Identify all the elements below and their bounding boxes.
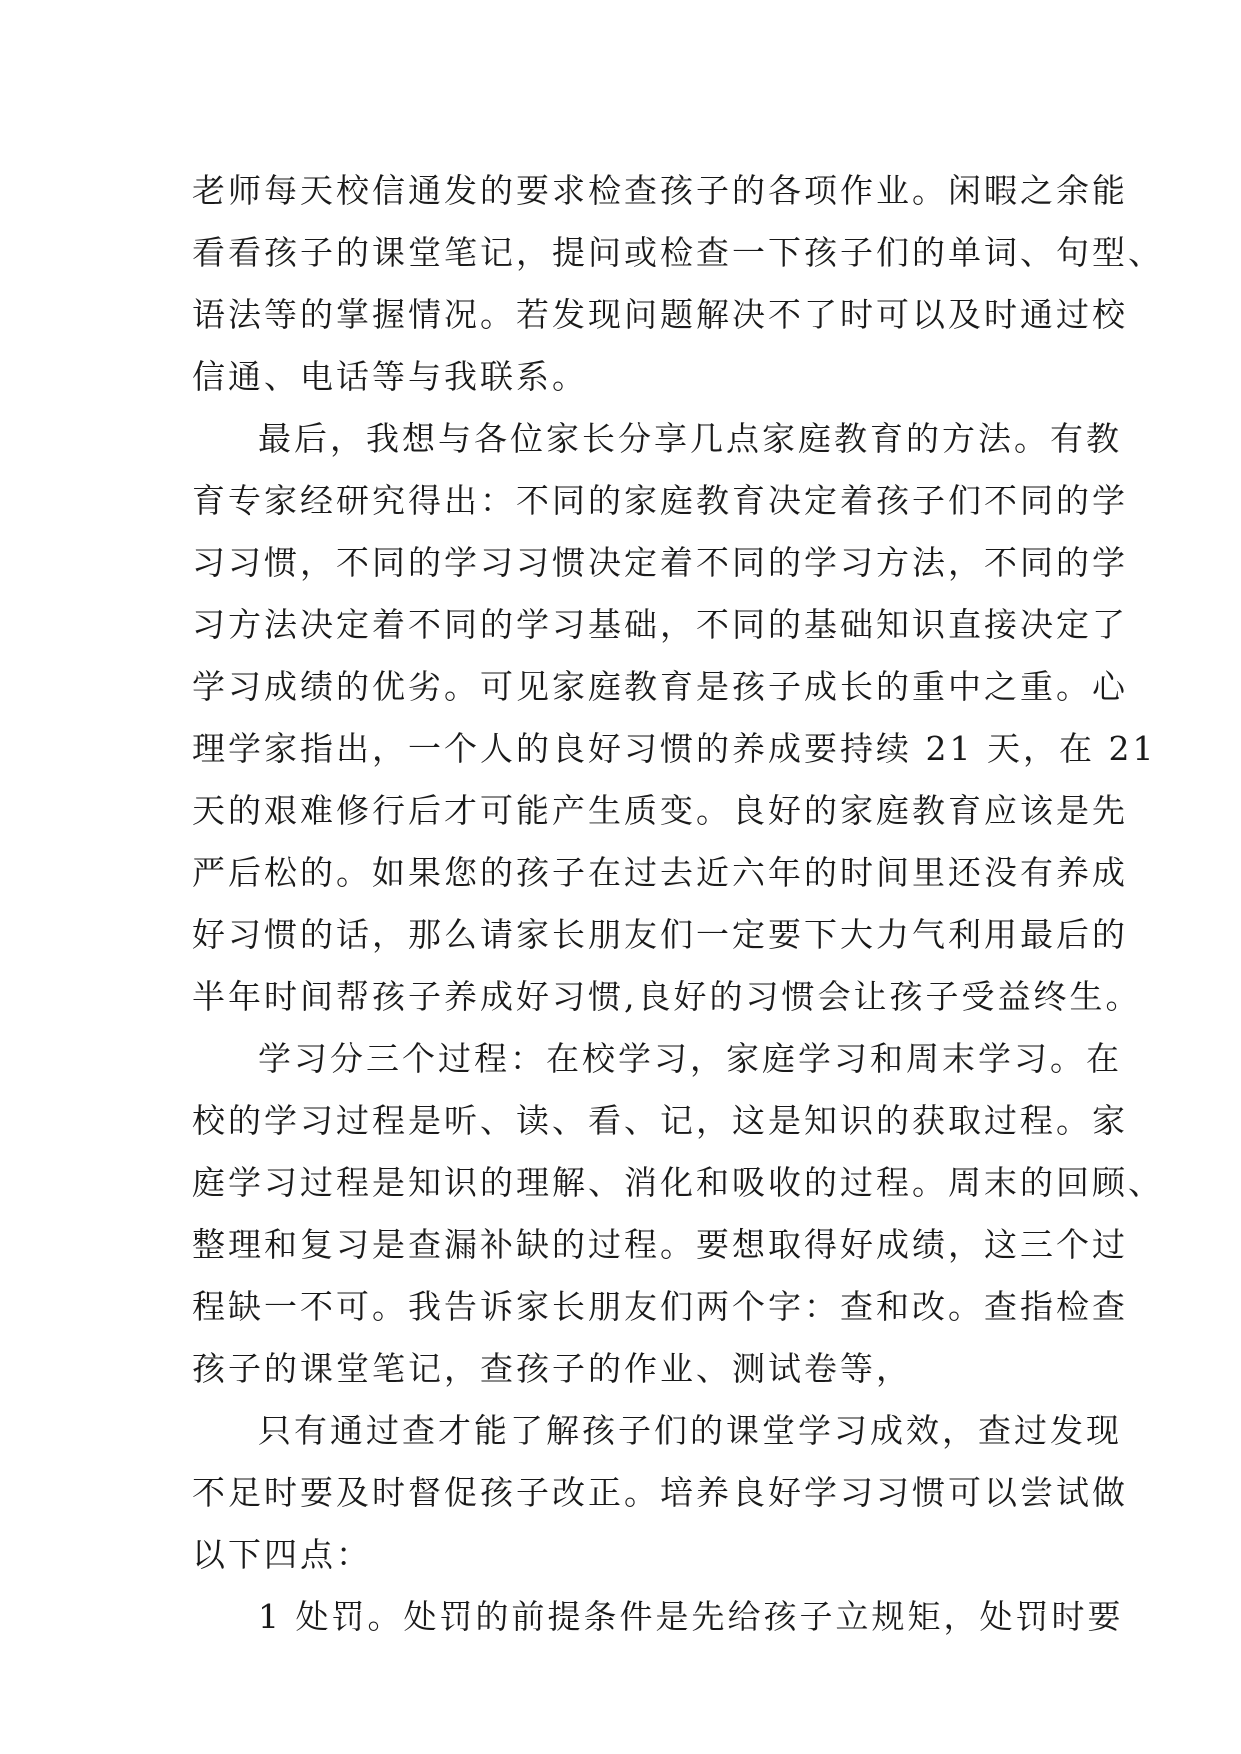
paragraph-1-line-4: 信通、电话等与我联系。 bbox=[192, 357, 588, 396]
document-body bbox=[192, 160, 1164, 1648]
paragraph-3-line-4: 整理和复习是查漏补缺的过程。要想取得好成绩，这三个过 bbox=[192, 1225, 1128, 1264]
paragraph-4-line-1: 只有通过查才能了解孩子们的课堂学习成效，查过发现 bbox=[258, 1411, 1122, 1450]
paragraph-2-line-1: 最后，我想与各位家长分享几点家庭教育的方法。有教 bbox=[258, 419, 1122, 458]
paragraph-2-line-10: 半年时间帮孩子养成好习惯,良好的习惯会让孩子受益终生。 bbox=[192, 977, 1142, 1016]
paragraph-2-line-9: 好习惯的话，那么请家长朋友们一定要下大力气利用最后的 bbox=[192, 915, 1128, 954]
paragraph-3-line-1: 学习分三个过程：在校学习，家庭学习和周末学习。在 bbox=[258, 1039, 1122, 1078]
paragraph-2-line-2: 育专家经研究得出：不同的家庭教育决定着孩子们不同的学 bbox=[192, 481, 1128, 520]
paragraph-3-line-2: 校的学习过程是听、读、看、记，这是知识的获取过程。家 bbox=[192, 1101, 1128, 1140]
paragraph-2-line-7: 天的艰难修行后才可能产生质变。良好的家庭教育应该是先 bbox=[192, 791, 1128, 830]
paragraph-3-line-3: 庭学习过程是知识的理解、消化和吸收的过程。周末的回顾、 bbox=[192, 1163, 1164, 1202]
paragraph-1-line-1: 老师每天校信通发的要求检查孩子的各项作业。闲暇之余能 bbox=[192, 171, 1128, 210]
paragraph-3-line-5: 程缺一不可。我告诉家长朋友们两个字：查和改。查指检查 bbox=[192, 1287, 1128, 1326]
paragraph-3-line-6: 孩子的课堂笔记，查孩子的作业、测试卷等， bbox=[192, 1349, 912, 1388]
paragraph-1-line-3: 语法等的掌握情况。若发现问题解决不了时可以及时通过校 bbox=[192, 295, 1128, 334]
paragraph-5-line-1: 1 处罚。处罚的前提条件是先给孩子立规矩，处罚时要 bbox=[258, 1597, 1124, 1636]
paragraph-2-line-4: 习方法决定着不同的学习基础，不同的基础知识直接决定了 bbox=[192, 605, 1128, 644]
paragraph-2-line-8: 严后松的。如果您的孩子在过去近六年的时间里还没有养成 bbox=[192, 853, 1128, 892]
paragraph-1-line-2: 看看孩子的课堂笔记，提问或检查一下孩子们的单词、句型、 bbox=[192, 233, 1164, 272]
paragraph-2-line-5: 学习成绩的优劣。可见家庭教育是孩子成长的重中之重。心 bbox=[192, 667, 1128, 706]
paragraph-2-line-6: 理学家指出，一个人的良好习惯的养成要持续 21 天，在 21 bbox=[192, 729, 1157, 768]
paragraph-2-line-3: 习习惯，不同的学习习惯决定着不同的学习方法，不同的学 bbox=[192, 543, 1128, 582]
paragraph-4-line-3: 以下四点： bbox=[192, 1535, 372, 1574]
paragraph-4-line-2: 不足时要及时督促孩子改正。培养良好学习习惯可以尝试做 bbox=[192, 1473, 1128, 1512]
